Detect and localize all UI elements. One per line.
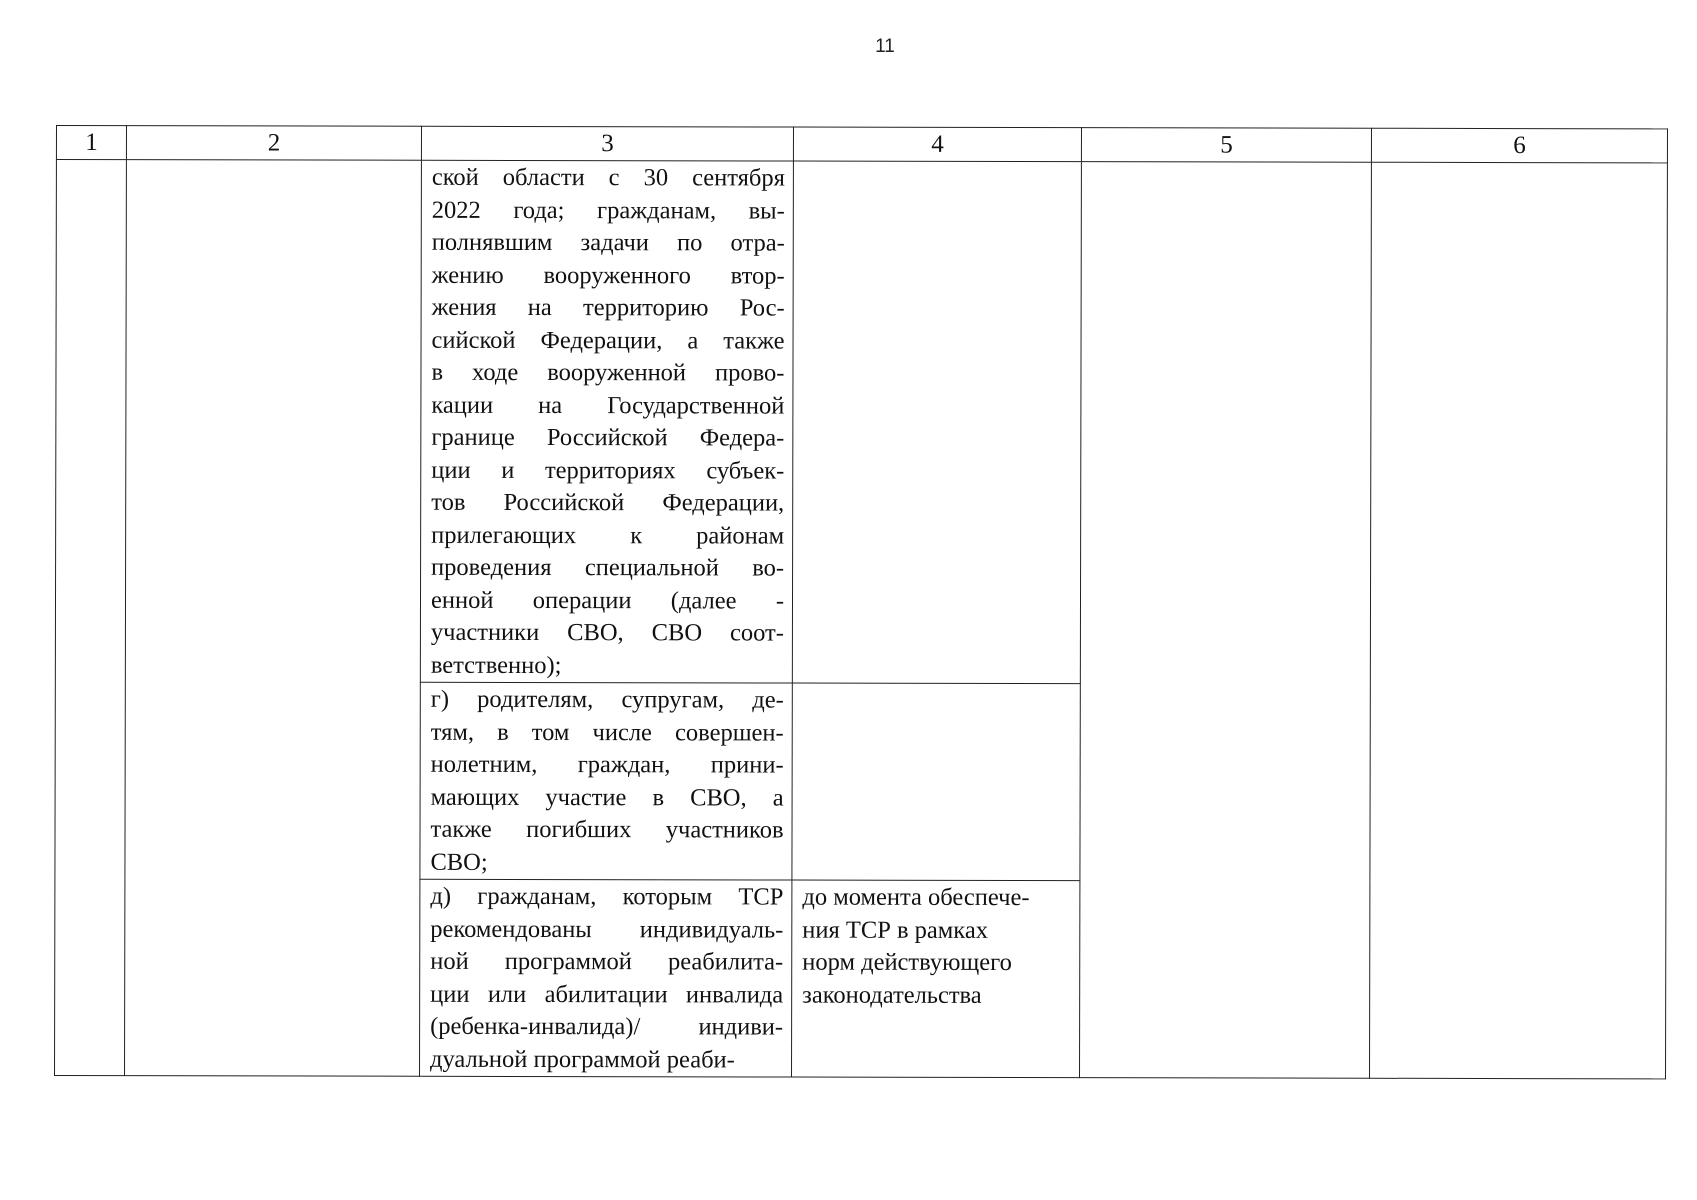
cell-col-5 xyxy=(1080,162,1372,1079)
cell-text xyxy=(794,162,1081,164)
cell-col-3-row-1 xyxy=(420,160,793,683)
text-line: ветственно); xyxy=(430,651,562,679)
column-header-4: 4 xyxy=(793,127,1081,162)
text-line: мающих участие в СВО, а xyxy=(430,783,784,812)
text-line: кации на Государственной xyxy=(431,391,785,420)
text-line: тям, в том числе совершен- xyxy=(430,718,784,747)
cell-col-4-row-1 xyxy=(792,161,1081,684)
text-line: жения на территорию Рос- xyxy=(431,293,785,322)
column-header-5: 5 xyxy=(1081,128,1371,163)
text-line: д) гражданам, которым ТСР xyxy=(430,882,784,911)
cell-col-2 xyxy=(125,160,422,1077)
text-line: законодательства xyxy=(802,981,982,1009)
text-line: рекомендованы индивидуаль- xyxy=(430,915,784,944)
text-line: прилегающих к районам xyxy=(431,521,785,550)
column-header-2: 2 xyxy=(126,126,421,161)
cell-text xyxy=(792,881,1079,1013)
text-line: ской области с 30 сентября xyxy=(431,163,785,192)
cell-col-4-row-2 xyxy=(792,683,1080,881)
text-line: СВО; xyxy=(430,848,488,876)
text-line: границе Российской Федера- xyxy=(431,423,785,452)
text-line: ции и территориях субъек- xyxy=(431,456,785,485)
cell-text xyxy=(420,683,791,880)
text-line: нолетним, граждан, прини- xyxy=(430,750,784,779)
text-line: полнявшим задачи по отра- xyxy=(431,228,785,257)
cell-col-6 xyxy=(1370,162,1668,1079)
column-header-6: 6 xyxy=(1371,128,1667,163)
cell-col-3-row-3 xyxy=(420,879,792,1077)
text-line: дуальной программой реаби- xyxy=(430,1045,735,1073)
text-line: до момента обеспече- xyxy=(802,883,1030,912)
table-row xyxy=(55,160,1667,685)
text-line: енной операции (далее - xyxy=(430,586,785,615)
text-line: также погибших участников xyxy=(430,815,784,844)
cell-text xyxy=(420,880,791,1077)
text-line: ции или абилитации инвалида xyxy=(430,980,784,1009)
text-line: проведения специальной во- xyxy=(431,553,785,582)
column-header-1: 1 xyxy=(56,126,126,160)
document-table xyxy=(54,125,1668,1079)
text-line: тов Российской Федерации, xyxy=(431,488,785,517)
text-line: норм действующего xyxy=(802,948,1012,977)
page-number: 11 xyxy=(875,36,895,57)
text-line: участники СВО, СВО соот- xyxy=(430,618,784,647)
cell-text xyxy=(421,161,793,683)
column-header-3: 3 xyxy=(421,126,793,161)
text-line: (ребенка-инвалида)/ индиви- xyxy=(430,1012,784,1041)
text-line: в ходе вооруженной прово- xyxy=(431,358,785,387)
cell-col-3-row-2 xyxy=(420,682,792,880)
text-line: жению вооруженного втор- xyxy=(431,261,785,290)
text-line: сийской Федерации, а также xyxy=(431,326,785,355)
text-line: 2022 года; гражданам, вы- xyxy=(431,196,785,225)
text-line: ния ТСР в рамках xyxy=(802,916,989,944)
cell-text xyxy=(793,684,1080,686)
text-line: г) родителям, супругам, де- xyxy=(430,685,784,714)
table-header-row xyxy=(56,126,1667,163)
cell-col-1 xyxy=(55,160,127,1076)
text-line: ной программой реабилита- xyxy=(430,947,784,976)
cell-col-4-row-3 xyxy=(792,880,1080,1078)
